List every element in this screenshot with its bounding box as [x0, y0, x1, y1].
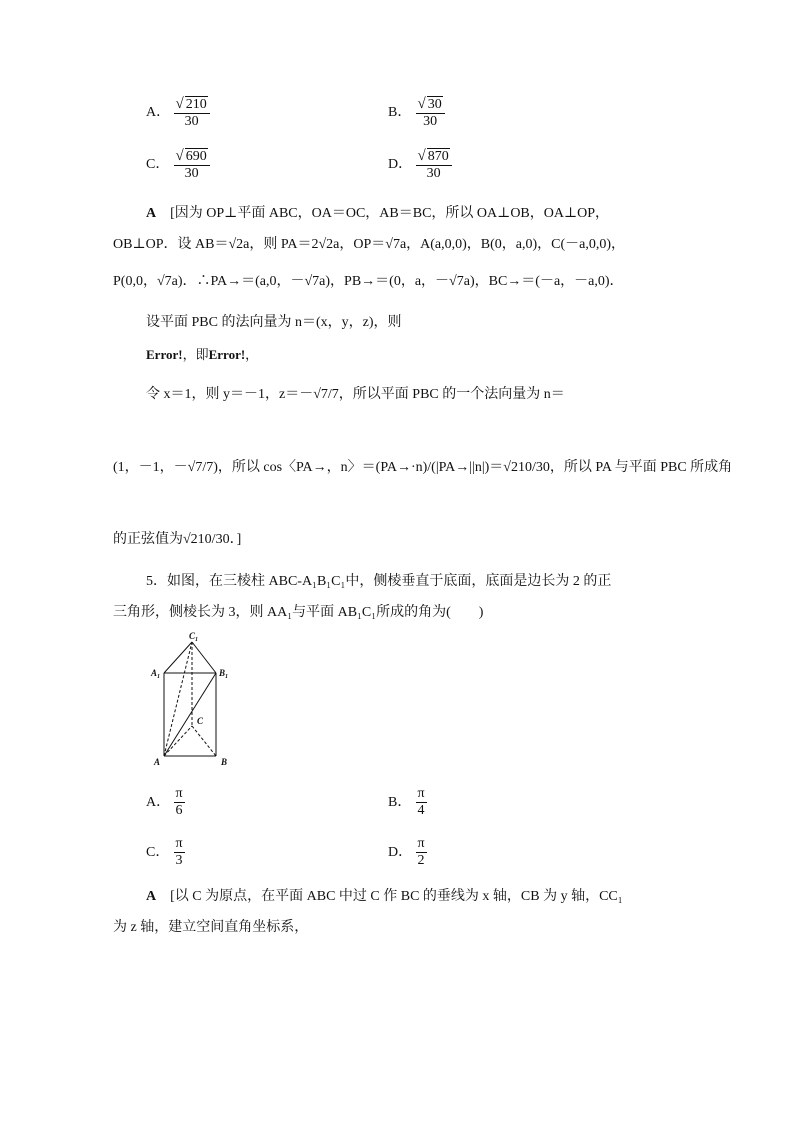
- q4-solution-line6: 令 x＝1，则 y＝－1，z＝－√7/7，所以平面 PBC 的一个法向量为 n＝: [146, 387, 565, 402]
- answer-letter: A: [146, 889, 157, 904]
- option-label: B．: [388, 794, 412, 810]
- q5-option-c[interactable]: C． $\frac{\pi}{3}$: [146, 836, 183, 869]
- q4-option-c[interactable]: C． $\frac{√ 690}{30}$: [146, 148, 210, 182]
- edge-cb: [192, 726, 216, 756]
- q5-stem-line2: 三角形，侧棱长为 3，则 AA₁与平面 AB₁C₁所成的角为( ): [113, 605, 484, 620]
- error-text: Error!: [146, 347, 183, 362]
- q4-option-a[interactable]: A． $\frac{√ 210}{30}$: [146, 96, 210, 130]
- option-label: A．: [146, 105, 171, 121]
- q5-solution-line2: 为 z 轴，建立空间直角坐标系，: [113, 920, 309, 935]
- label-c: C: [197, 716, 204, 726]
- edge-ac: [164, 726, 192, 756]
- q5-option-a[interactable]: A． $\frac{\pi}{6}$: [146, 786, 183, 819]
- answer-letter: A: [146, 206, 157, 221]
- q4-option-d[interactable]: D． $\frac{√ 870}{30}$: [388, 148, 452, 182]
- q4-solution-line5: Error!，即Error!，: [146, 347, 259, 362]
- q4-solution-line3: P(0,0，√7a)．∴PA→＝(a,0，－√7a)，PB→＝(0，a，－√7a)，BC→＝(－a，－a,0)．: [113, 274, 624, 289]
- option-label: D．: [388, 844, 413, 860]
- label-a1: $A_1$: [151, 668, 161, 680]
- q5-solution-line1: A [以 C 为原点，在平面 ABC 中过 C 作 BC 的垂线为 x 轴，CB 为 y 轴，CC₁: [146, 889, 623, 904]
- option-label: D．: [388, 157, 413, 173]
- option-label: B．: [388, 105, 412, 121]
- label-b1: $B_1$: [219, 668, 229, 680]
- q4-solution-line7: (1，－1，－√7/7)，所以 cos〈PA→，n〉＝(PA→·n)/(|PA→||n|)＝√210/30，所以 PA 与平面 PBC 所成角: [113, 460, 733, 475]
- edge-ab1: [164, 673, 216, 756]
- q4-solution-line8: 的正弦值为√210/30．]: [113, 532, 242, 547]
- q5-option-d[interactable]: D． $\frac{\pi}{2}$: [388, 836, 425, 869]
- label-a: A: [154, 757, 161, 767]
- label-c1: $C_1$: [189, 631, 199, 643]
- edge-ac1: [164, 642, 192, 756]
- label-b: B: [221, 757, 228, 767]
- q4-solution-line1: A [因为 OP⊥平面 ABC，OA＝OC，AB＝BC，所以 OA⊥OB，OA⊥OP，: [146, 206, 610, 221]
- option-label: C．: [146, 844, 170, 860]
- prism-figure: [146, 628, 246, 770]
- q5-option-b[interactable]: B． $\frac{\pi}{4}$: [388, 786, 425, 819]
- option-label: C．: [146, 157, 170, 173]
- q4-solution-line2: OB⊥OP．设 AB＝√2a，则 PA＝2√2a，OP＝√7a，A(a,0,0)，B(0，a,0)，C(－a,0,0)，: [113, 237, 626, 252]
- q4-option-b[interactable]: B． $\frac{√ 30}{30}$: [388, 96, 445, 130]
- error-text: Error!: [208, 347, 246, 362]
- q5-stem-line1: 5．如图，在三棱柱 ABC-A₁B₁C₁中，侧棱垂直于底面，底面是边长为 2 的正: [146, 574, 612, 589]
- edge-c1b1: [192, 642, 216, 673]
- q4-solution-line4: 设平面 PBC 的法向量为 n＝(x，y，z)，则: [146, 315, 402, 330]
- option-label: A．: [146, 794, 171, 810]
